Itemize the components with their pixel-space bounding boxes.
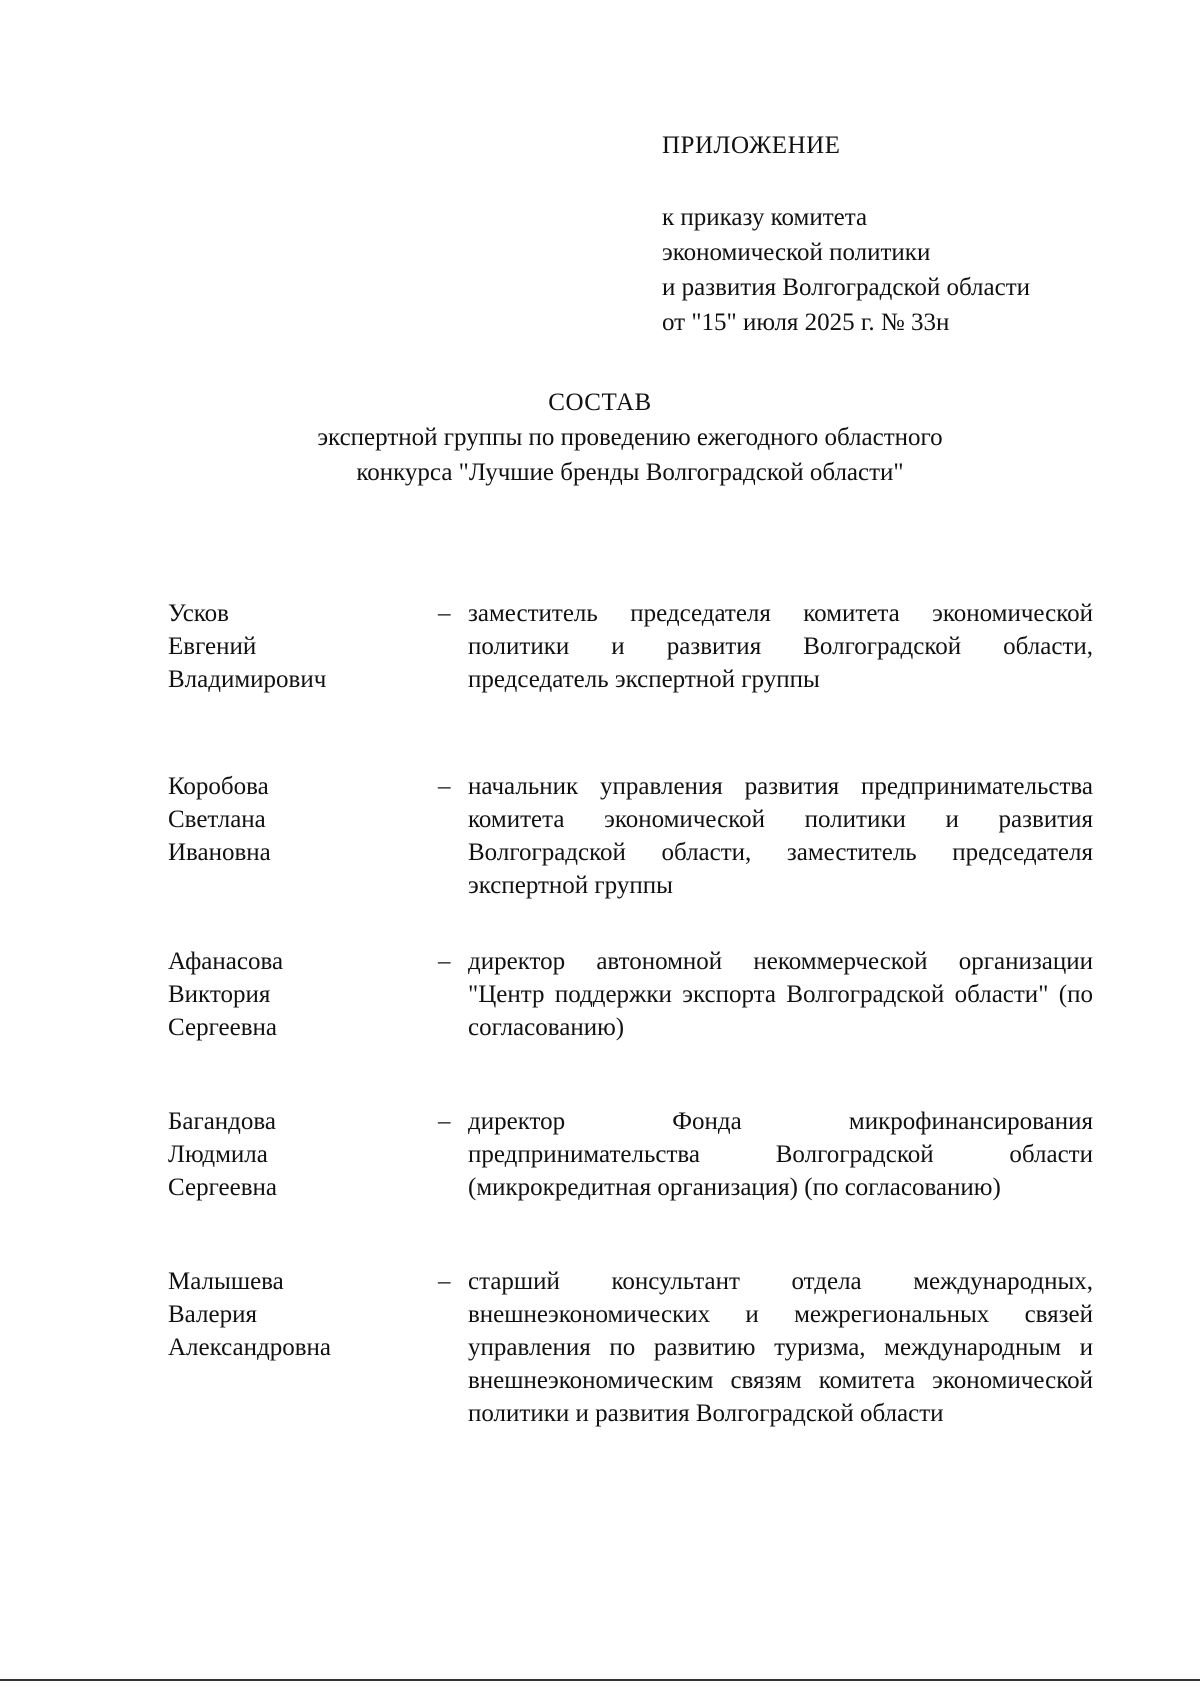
member-patronymic: Владимирович <box>168 666 327 693</box>
members-list-4 <box>168 1105 1093 1201</box>
member-entry <box>168 945 1093 1041</box>
document-title: СОСТАВ <box>548 389 652 416</box>
appendix-title: ПРИЛОЖЕНИЕ <box>662 132 841 159</box>
document-subtitle-line: конкурса "Лучшие бренды Волгоградской области" <box>356 459 904 486</box>
member-surname: Усков <box>168 600 229 627</box>
member-dash: – <box>438 1268 451 1295</box>
member-role: директор Фонда микрофинансирования предпринимательства Волгоградской области (микрокредитная организация) (по согласованию) <box>468 1108 1093 1201</box>
member-patronymic: Сергеевна <box>168 1174 277 1201</box>
member-first-name: Валерия <box>168 1301 257 1328</box>
member-full-name <box>168 1105 428 1204</box>
members-list-2 <box>168 770 1093 899</box>
member-role: заместитель председателя комитета экономической политики и развития Волгоградской области, председатель экспертной группы <box>468 600 1093 693</box>
member-full-name <box>168 770 428 869</box>
member-surname: Афанасова <box>168 948 284 975</box>
member-first-name: Виктория <box>168 981 271 1008</box>
member-surname: Коробова <box>168 773 269 800</box>
appendix-line: экономической политики <box>662 239 931 266</box>
member-first-name: Людмила <box>168 1141 268 1168</box>
page-bottom-rule <box>0 1679 1200 1681</box>
member-full-name <box>168 945 428 1044</box>
member-entry <box>168 597 1093 693</box>
member-entry <box>168 1105 1093 1201</box>
members-list-5 <box>168 1265 1093 1427</box>
members-list-3 <box>168 945 1093 1041</box>
members-list <box>168 597 1093 693</box>
member-full-name <box>168 597 428 696</box>
member-surname: Багандова <box>168 1108 276 1135</box>
member-patronymic: Ивановна <box>168 839 271 866</box>
appendix-line: и развития Волгоградской области <box>662 274 1031 301</box>
member-dash: – <box>438 600 451 627</box>
member-surname: Малышева <box>168 1268 284 1295</box>
member-first-name: Евгений <box>168 633 257 660</box>
appendix-line: к приказу комитета <box>662 204 868 231</box>
member-entry <box>168 770 1093 899</box>
member-entry <box>168 1265 1093 1427</box>
member-dash: – <box>438 1108 451 1135</box>
member-dash: – <box>438 773 451 800</box>
member-full-name <box>168 1265 428 1364</box>
member-role: старший консультант отдела международных, внешнеэкономических и межрегиональных связей управления по развитию туризма, международным и внешнеэкономическим связям комитета экономической политики и развития Волгоградской области <box>468 1268 1093 1427</box>
member-first-name: Светлана <box>168 806 266 833</box>
document-heading <box>0 385 1200 490</box>
member-patronymic: Сергеевна <box>168 1014 277 1041</box>
appendix-order-date-line: от "15" июля 2025 г. № 33н <box>662 309 950 336</box>
appendix-block <box>662 128 1030 340</box>
member-patronymic: Александровна <box>168 1334 332 1361</box>
document-subtitle-line: экспертной группы по проведению ежегодного областного <box>317 424 943 451</box>
member-role: начальник управления развития предпринимательства комитета экономической политики и развития Волгоградской области, заместитель председателя экспертной группы <box>468 773 1093 899</box>
member-dash: – <box>438 948 451 975</box>
member-role: директор автономной некоммерческой организации "Центр поддержки экспорта Волгоградской области" (по согласованию) <box>468 948 1093 1041</box>
